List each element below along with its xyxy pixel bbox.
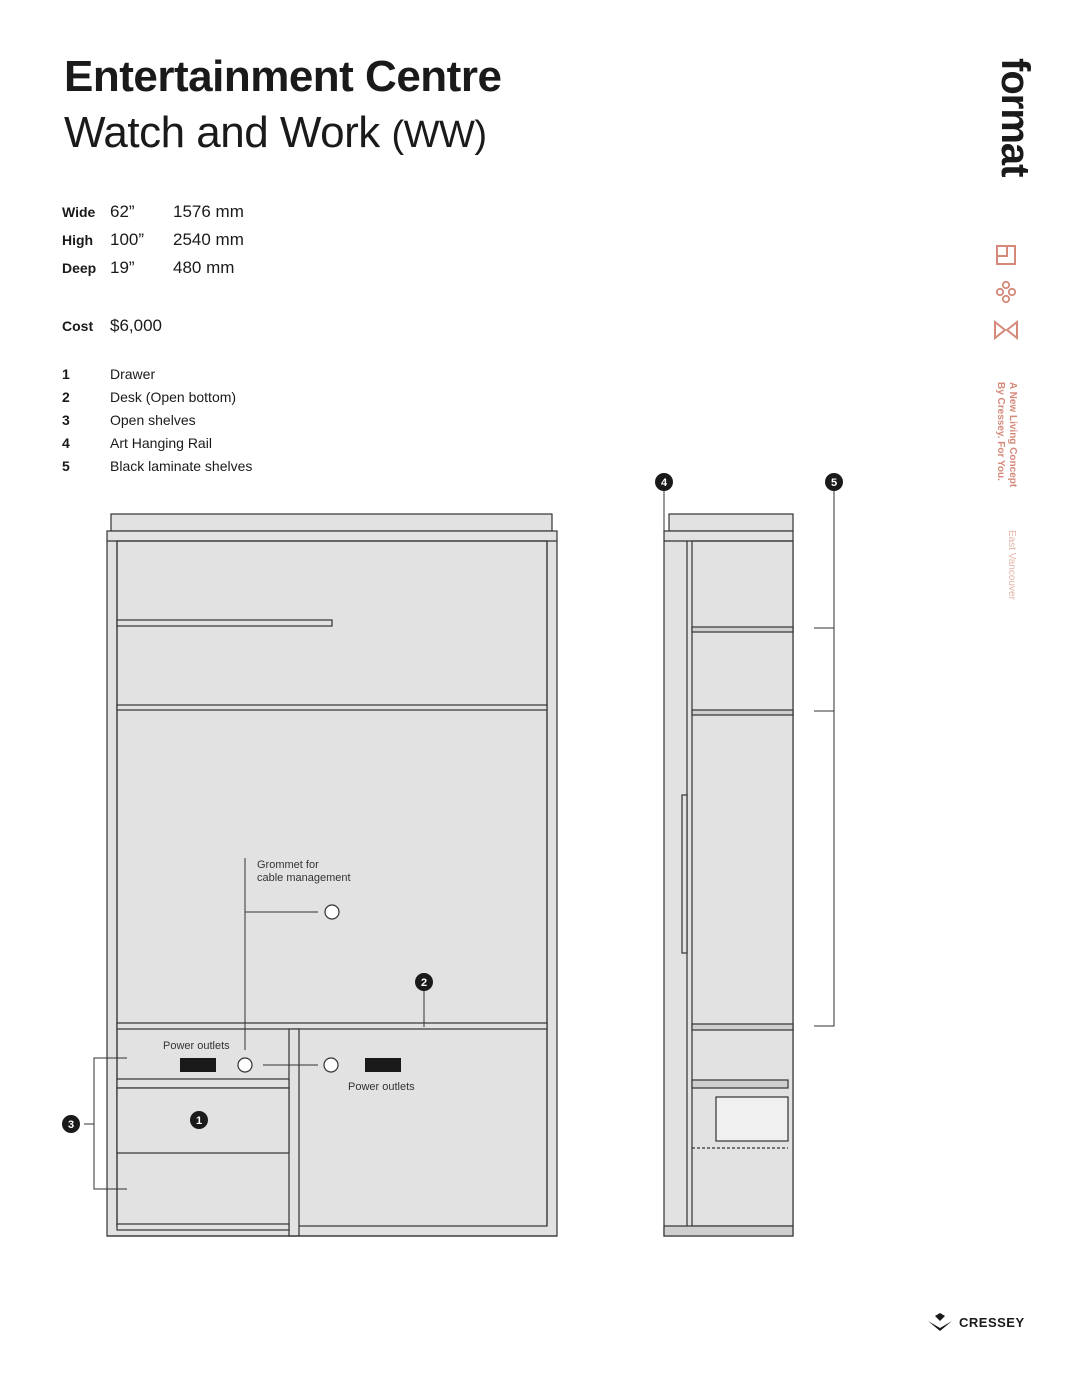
spec-label: Wide (62, 204, 96, 220)
spec-row-deep (62, 258, 244, 286)
model-code: (WW) (391, 114, 487, 156)
cost-row (62, 316, 162, 336)
spec-inches: 19” (110, 258, 135, 277)
legend-text: Drawer (110, 366, 156, 382)
brand-tagline (994, 382, 1018, 487)
power-outlets-label-left: Power outlets (163, 1040, 230, 1052)
cost-label: Cost (62, 318, 94, 334)
callout-4-label: 4 (660, 477, 668, 489)
legend-text: Art Hanging Rail (110, 435, 212, 451)
callout-5-label: 5 (830, 477, 838, 489)
power-outlet-right (365, 1058, 401, 1072)
legend-number: 2 (62, 389, 70, 405)
callout-5 (825, 473, 843, 491)
cressey-logo (926, 1312, 1025, 1332)
side-shelf-1 (692, 627, 793, 632)
spec-inches: 100” (110, 230, 145, 249)
callout-2 (415, 973, 433, 991)
grommet-upper (325, 905, 339, 919)
crown-cap (111, 514, 552, 531)
grommet-right (324, 1058, 338, 1072)
upper-shelf (117, 705, 547, 710)
callout-4 (655, 473, 673, 491)
brand-location: East Vancouver (1006, 530, 1017, 600)
drawer-slide (692, 1080, 788, 1088)
cost-value: $6,000 (110, 316, 162, 335)
callout-3-label: 3 (67, 1119, 75, 1131)
legend-text: Open shelves (110, 412, 196, 428)
elevation-drawings (0, 470, 900, 1250)
legend-item (62, 435, 252, 458)
brand-wordmark: format (993, 58, 1037, 177)
subtitle-text: Watch and Work (64, 108, 380, 157)
legend-number: 4 (62, 435, 70, 451)
art-rail (117, 620, 332, 626)
side-crown-cap (669, 514, 793, 531)
center-divider (289, 1029, 299, 1236)
legend-number: 5 (62, 458, 70, 474)
brand-icons (990, 240, 1026, 345)
legend-number: 1 (62, 366, 70, 382)
callout-1-label: 1 (195, 1115, 203, 1127)
grommet-left (238, 1058, 252, 1072)
spec-mm: 1576 mm (173, 202, 244, 221)
bowtie-icon (995, 322, 1017, 338)
side-elevation (664, 514, 793, 1236)
side-desk-top (692, 1024, 793, 1030)
spec-mm: 480 mm (173, 258, 235, 277)
page-subtitle (64, 108, 487, 158)
legend-number: 3 (62, 412, 70, 428)
spec-row-wide (62, 202, 244, 230)
legend-text: Black laminate shelves (110, 458, 253, 474)
desk-top (117, 1023, 547, 1029)
spec-inches: 62” (110, 202, 135, 221)
legend-item (62, 366, 252, 389)
dimension-specs (62, 202, 244, 286)
callout-3 (62, 1115, 80, 1133)
floorplan-icon (997, 246, 1015, 264)
parts-legend (62, 366, 252, 481)
tagline-line-2: By Cressey. For You. (995, 382, 1006, 481)
cressey-mark-icon (926, 1312, 954, 1332)
tagline-line-1: A New Living Concept (1007, 382, 1018, 488)
legend-text: Desk (Open bottom) (110, 389, 237, 405)
drawer-top (117, 1079, 289, 1088)
side-handle (682, 795, 687, 953)
bottom-shelf-left (117, 1224, 289, 1230)
cressey-logo-text: CRESSEY (959, 1314, 1025, 1330)
grommet-label-2: cable management (257, 872, 351, 884)
power-outlets-label-right: Power outlets (348, 1081, 415, 1093)
side-base (664, 1226, 793, 1236)
spec-row-high (62, 230, 244, 258)
legend-item (62, 412, 252, 435)
cluster-icon (997, 282, 1015, 302)
side-shelf-2 (692, 710, 793, 715)
callout-2-label: 2 (420, 977, 428, 989)
spec-label: High (62, 232, 94, 248)
callout-1 (190, 1111, 208, 1129)
spec-mm: 2540 mm (173, 230, 244, 249)
power-outlet-left (180, 1058, 216, 1072)
side-drawer (716, 1097, 788, 1141)
legend-item (62, 389, 252, 412)
page-title: Entertainment Centre (64, 52, 502, 101)
grommet-label-1: Grommet for (257, 859, 319, 871)
spec-label: Deep (62, 260, 97, 276)
